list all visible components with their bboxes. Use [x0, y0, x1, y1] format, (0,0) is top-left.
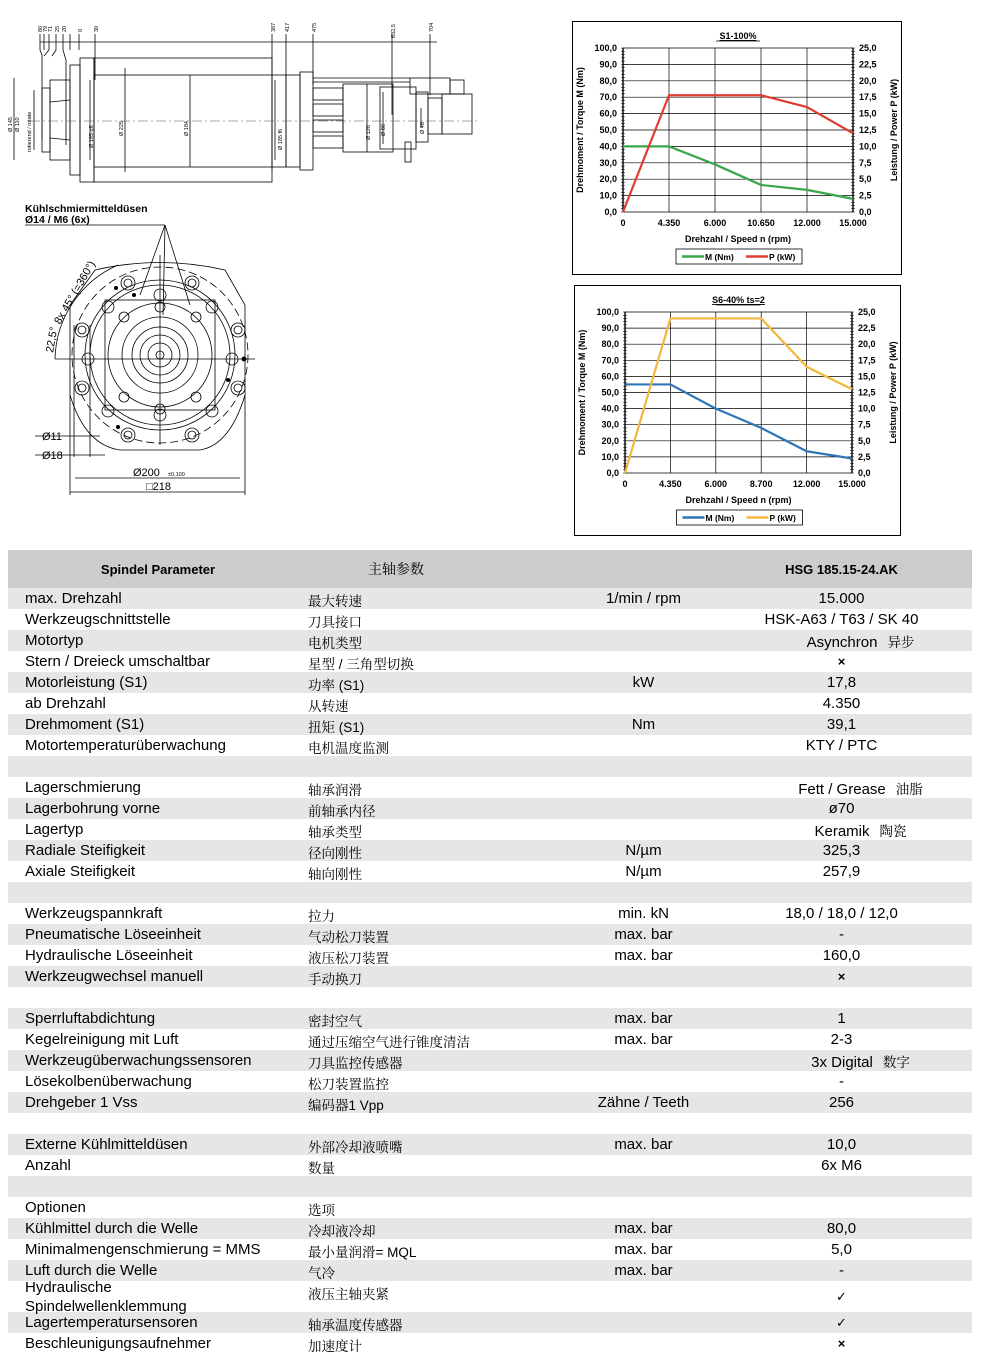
param-name-cn: 轴向刚性	[308, 867, 362, 882]
table-row	[8, 588, 972, 609]
param-unit: max. bar	[614, 1241, 673, 1258]
y2-tick-label: 25,0	[858, 307, 876, 317]
param-value-cell	[711, 695, 972, 712]
y-tick-label: 10,0	[599, 190, 617, 201]
param-name-cn	[308, 1122, 576, 1125]
param-value: 256	[828, 1094, 855, 1111]
param-value: Fett / Grease	[798, 780, 886, 798]
param-name-cn: 最小量润滑= MQL	[308, 1245, 417, 1260]
x-axis-label: Drehzahl / Speed n (rpm)	[684, 234, 792, 244]
param-unit	[576, 1281, 711, 1312]
param-unit: max. bar	[614, 1031, 673, 1048]
param-value: 6x M6	[821, 1157, 862, 1174]
x-tick-label: 4.350	[659, 479, 682, 489]
y-tick-label: 10,0	[601, 451, 619, 462]
table-row	[8, 1092, 972, 1113]
table-row	[8, 630, 972, 651]
param-unit: max. bar	[614, 1010, 673, 1027]
y-tick-label: 80,0	[601, 339, 619, 350]
param-name-cn: 外部冷却液喷嘴	[308, 1140, 403, 1155]
y2-tick-label: 25,0	[859, 43, 877, 53]
table-spacer-row	[8, 1176, 972, 1197]
param-name	[8, 1278, 308, 1315]
chart-title: S6-40% ts=2	[712, 295, 765, 305]
param-unit: min. kN	[618, 905, 669, 922]
y-tick-label: 60,0	[599, 108, 617, 119]
param-name: Optionen	[25, 1199, 86, 1216]
param-name: Kegelreinigung mit Luft	[25, 1031, 179, 1048]
spindle-side-view-drawing	[0, 20, 500, 200]
param-value-cell	[711, 968, 972, 985]
spindle-parameter-table	[8, 550, 972, 1354]
param-unit: 1/min / rpm	[605, 590, 681, 607]
param-value-cell	[711, 905, 972, 922]
table-row	[8, 672, 972, 693]
param-value-cell	[711, 1094, 972, 1111]
param-name-cn: 刀具监控传感器	[308, 1056, 403, 1071]
param-value-cell	[711, 1335, 972, 1352]
param-name: Beschleunigungsaufnehmer	[25, 1335, 211, 1352]
y-tick-label: 30,0	[601, 419, 619, 430]
power-line	[625, 318, 852, 473]
param-name-cn: 刀具接口	[308, 615, 362, 630]
y2-tick-label: 12,5	[858, 387, 876, 398]
table-row	[8, 609, 972, 630]
y2-tick-label: 22,5	[859, 59, 877, 70]
param-name: Radiale Steifigkeit	[25, 842, 146, 859]
param-name: Hydraulische Löseeinheit	[25, 947, 193, 964]
y2-tick-label: 2,5	[859, 190, 872, 201]
y-axis-label: Drehmoment / Torque M (Nm)	[577, 329, 587, 456]
table-row	[8, 861, 972, 882]
chart-s1-100	[572, 21, 902, 275]
x-axis-label: Drehzahl / Speed n (rpm)	[685, 495, 792, 505]
param-name: Luft durch die Welle	[25, 1262, 158, 1279]
y-tick-label: 20,0	[601, 435, 619, 446]
check-icon: ✓	[836, 1288, 847, 1304]
y2-tick-label: 10,0	[859, 141, 877, 152]
dim-d185-f6: Ø 185 f6	[278, 128, 284, 150]
param-name: Motorleistung (S1)	[25, 674, 148, 691]
param-value: 39,1	[826, 716, 857, 733]
y-tick-label: 0,0	[604, 207, 617, 217]
torque-line	[623, 146, 853, 198]
x-tick-label: 10.650	[747, 218, 775, 228]
param-value-cell	[711, 631, 972, 651]
y2-tick-label: 5,0	[858, 435, 871, 446]
x-tick-label: 6.000	[703, 218, 727, 228]
param-name-cn	[308, 891, 576, 894]
y2-tick-label: 0,0	[859, 207, 872, 217]
param-name-cn: 电机类型	[308, 636, 362, 651]
param-value-cell	[711, 1031, 972, 1048]
x-tick-label: 12.000	[792, 479, 821, 489]
param-value: -	[839, 926, 844, 943]
param-value-cn: 数字	[882, 1054, 910, 1070]
y-tick-label: 60,0	[601, 371, 619, 382]
table-row	[8, 1278, 972, 1315]
param-name-cn: 电机温度监测	[308, 741, 389, 756]
param-value-cell	[711, 1010, 972, 1027]
param-name-cn	[308, 1185, 576, 1188]
param-name-cn: 气动松刀装置	[308, 930, 389, 945]
param-name-line2: Spindelwellenklemmung	[25, 1297, 187, 1315]
param-value: 10,0	[826, 1136, 857, 1153]
x-tick-label: 0	[620, 218, 626, 228]
param-name: Externe Kühlmitteldüsen	[25, 1136, 188, 1153]
y2-tick-label: 15,0	[859, 108, 877, 119]
param-name: Kühlmittel durch die Welle	[25, 1220, 199, 1237]
param-name-cn: 轴承润滑	[308, 783, 362, 798]
param-name-cn: 径向刚性	[308, 846, 362, 861]
param-unit: N/µm	[625, 863, 662, 880]
param-value: 160,0	[822, 947, 861, 964]
y-tick-label: 20,0	[599, 174, 617, 185]
table-row	[8, 1333, 972, 1354]
param-value-cell	[711, 1073, 972, 1090]
cross-icon: ×	[837, 1336, 846, 1351]
param-name-cn	[308, 765, 576, 768]
param-name-cn: 加速度计	[308, 1339, 362, 1354]
param-name-cn: 最大转速	[308, 594, 362, 609]
cross-icon: ×	[837, 969, 846, 984]
dim-d225: Ø 225	[119, 121, 125, 136]
dim-d120: Ø 120	[366, 125, 372, 140]
param-value: 1	[837, 1010, 846, 1027]
param-name: Lagertyp	[25, 821, 84, 838]
table-spacer-row	[8, 756, 972, 777]
param-value: Keramik	[814, 822, 870, 840]
param-name-line1: Hydraulische	[25, 1278, 112, 1296]
param-name-cn: 松刀装置监控	[308, 1077, 389, 1092]
param-value: KTY / PTC	[805, 737, 878, 754]
param-value-cell	[711, 820, 972, 840]
table-spacer-row	[8, 882, 972, 903]
param-value-cell	[711, 1314, 972, 1331]
param-unit: kW	[632, 674, 655, 691]
x-tick-label: 0	[622, 479, 628, 489]
param-name-cn: 数量	[308, 1161, 335, 1176]
y-tick-label: 100,0	[594, 43, 617, 53]
table-row	[8, 1239, 972, 1260]
param-unit: max. bar	[614, 1220, 673, 1237]
y-tick-label: 40,0	[601, 403, 619, 414]
x-tick-label: 4.350	[657, 218, 681, 228]
param-value: 325,3	[822, 842, 861, 859]
x-tick-label: 8.700	[749, 479, 773, 489]
param-value-cell	[711, 1157, 972, 1174]
chart-title: S1-100%	[719, 31, 757, 41]
param-value-cell	[711, 1262, 972, 1279]
x-tick-label: 6.000	[704, 479, 728, 489]
param-name-cn: 气冷	[308, 1266, 335, 1281]
y-tick-label: 50,0	[599, 125, 617, 135]
dim-sq218: □218	[146, 481, 171, 493]
dim-d145: Ø 145	[8, 117, 14, 132]
table-row	[8, 798, 972, 819]
param-value: -	[839, 1262, 844, 1279]
param-value: 15.000	[818, 590, 865, 607]
table-row	[8, 819, 972, 840]
y-tick-label: 0,0	[606, 468, 619, 478]
dim-30: 30	[94, 25, 100, 32]
dim-632-5: 632,5	[391, 24, 397, 38]
param-unit: max. bar	[614, 1136, 673, 1153]
legend-label: M (Nm)	[705, 513, 735, 523]
param-value-cell	[711, 800, 972, 817]
param-name-cn: 通过压缩空气进行锥度清洁	[308, 1035, 470, 1050]
table-row	[8, 1155, 972, 1176]
legend-label: P (kW)	[769, 513, 796, 523]
y2-tick-label: 17,5	[859, 92, 877, 103]
param-value: 2-3	[830, 1031, 853, 1048]
param-value-cn: 油脂	[895, 781, 923, 797]
dim-d184: Ø 184	[184, 121, 190, 136]
param-name: Minimalmengenschmierung = MMS	[25, 1241, 261, 1258]
table-row	[8, 693, 972, 714]
y2-tick-label: 20,0	[859, 75, 877, 86]
param-value-cell	[711, 1136, 972, 1153]
param-name-cn: 功率 (S1)	[308, 678, 365, 693]
table-row	[8, 1050, 972, 1071]
chart-s6-svg	[575, 286, 902, 537]
table-row	[8, 1008, 972, 1029]
param-unit: Nm	[631, 716, 656, 733]
table-spacer-row	[8, 987, 972, 1008]
table-row	[8, 777, 972, 798]
nozzle-label: Kühlschmiermitteldüsen	[25, 203, 148, 215]
param-value: 4.350	[822, 695, 861, 712]
legend-label: M (Nm)	[705, 252, 734, 262]
spindle-front-view-drawing	[0, 195, 270, 505]
param-name: ab Drehzahl	[25, 695, 106, 712]
param-name-cn: 选项	[308, 1203, 335, 1218]
param-name: Sperrluftabdichtung	[25, 1010, 156, 1027]
table-header	[8, 550, 972, 588]
y-tick-label: 90,0	[601, 323, 619, 334]
x-tick-label: 12.000	[793, 218, 821, 228]
param-name-cn: 编码器1 Vpp	[308, 1098, 384, 1113]
table-row	[8, 714, 972, 735]
y2-tick-label: 0,0	[858, 468, 871, 478]
param-name-cn: 液压主轴夹紧	[308, 1287, 389, 1302]
y-tick-label: 50,0	[601, 387, 619, 398]
y2-tick-label: 22,5	[858, 323, 876, 334]
dim-704: 704	[429, 22, 435, 32]
param-value: 3x Digital	[811, 1053, 873, 1071]
y2-tick-label: 7,5	[858, 419, 871, 430]
param-name: Lagerschmierung	[25, 779, 141, 796]
y2-tick-label: 2,5	[858, 451, 871, 462]
param-name-cn: 轴承温度传感器	[308, 1318, 403, 1333]
param-name-cn: 轴承类型	[308, 825, 362, 840]
header-model: HSG 185.15-24.AK	[785, 561, 898, 577]
y-tick-label: 70,0	[599, 92, 617, 103]
param-name: Pneumatische Löseeinheit	[25, 926, 201, 943]
param-value-cell	[711, 1220, 972, 1237]
param-value: Asynchron	[806, 633, 878, 651]
table-row	[8, 1071, 972, 1092]
param-value-cell	[711, 863, 972, 880]
param-name: Motortyp	[25, 632, 84, 649]
header-param: Spindel Parameter	[100, 561, 216, 577]
dim-d18: Ø18	[42, 450, 63, 462]
param-unit: max. bar	[614, 1262, 673, 1279]
dim-d86: Ø 86	[381, 124, 387, 136]
param-value-cell	[711, 1051, 972, 1071]
legend-label: P (kW)	[769, 252, 796, 262]
param-name-cn: 密封空气	[308, 1014, 362, 1029]
dim-d11: Ø11	[42, 431, 62, 443]
y2-tick-label: 5,0	[859, 174, 872, 185]
param-value-cell	[711, 653, 972, 670]
param-value-cell	[711, 674, 972, 691]
table-body	[8, 588, 972, 1354]
table-row	[8, 1218, 972, 1239]
param-name-cn: 扭矩 (S1)	[308, 720, 365, 735]
table-row	[8, 840, 972, 861]
dim-80: 80	[38, 25, 44, 32]
param-value-cell	[711, 716, 972, 733]
param-unit: N/µm	[625, 842, 662, 859]
param-name-cn: 液压松刀装置	[308, 951, 389, 966]
dim-0: 0	[78, 28, 84, 32]
dim-d48: Ø 48	[420, 122, 426, 134]
y2-tick-label: 7,5	[859, 157, 872, 168]
dim-387: 387	[271, 22, 277, 32]
y2-tick-label: 20,0	[858, 339, 876, 350]
y-tick-label: 100,0	[596, 307, 619, 317]
param-name: Werkzeugwechsel manuell	[25, 968, 204, 985]
param-name: Motortemperaturüberwachung	[25, 737, 226, 754]
param-value-cell	[711, 947, 972, 964]
x-tick-label: 15.000	[839, 218, 867, 228]
param-value-cell	[711, 926, 972, 943]
param-value-cn: 异步	[887, 634, 915, 650]
param-name: Werkzeugschnittstelle	[25, 611, 171, 628]
param-value: 17,8	[826, 674, 857, 691]
table-spacer-row	[8, 1113, 972, 1134]
table-row	[8, 924, 972, 945]
param-value-cell	[711, 590, 972, 607]
param-unit: Zähne / Teeth	[597, 1094, 690, 1111]
dim-417: 417	[285, 22, 291, 32]
param-name: max. Drehzahl	[25, 590, 122, 607]
chart-s1-svg	[573, 22, 903, 276]
param-name: Lagerbohrung vorne	[25, 800, 161, 817]
param-name-cn: 星型 / 三角型切换	[308, 657, 414, 672]
y-tick-label: 80,0	[599, 75, 617, 86]
param-name-cn: 前轴承内径	[308, 804, 376, 819]
param-name: Lagertemperatursensoren	[25, 1314, 198, 1331]
check-icon: ✓	[836, 1315, 847, 1330]
param-unit: max. bar	[614, 926, 673, 943]
dim-d110: Ø 110	[15, 117, 21, 132]
y2-axis-label: Leistung / Power P (kW)	[888, 341, 898, 444]
angle-8x45: 8x 45° (=360°)	[52, 259, 99, 327]
param-name: Drehmoment (S1)	[25, 716, 145, 733]
table-row	[8, 735, 972, 756]
table-row	[8, 651, 972, 672]
param-name: Stern / Dreieck umschaltbar	[25, 653, 211, 670]
header-param-cn: 主轴参数	[368, 561, 424, 577]
param-name: Drehgeber 1 Vss	[25, 1094, 138, 1111]
param-value: ø70	[828, 800, 855, 817]
power-line	[623, 95, 853, 212]
param-value-cell	[711, 737, 972, 754]
param-value: -	[839, 1073, 844, 1090]
param-value-cell	[711, 1281, 972, 1312]
param-unit: max. bar	[614, 947, 673, 964]
nozzle-spec: Ø14 / M6 (6x)	[25, 214, 90, 226]
y2-axis-label: Leistung / Power P (kW)	[889, 78, 899, 182]
param-name: Anzahl	[25, 1157, 71, 1174]
y2-tick-label: 12,5	[859, 125, 877, 135]
dim-d200-tolerance: ±0,100	[168, 472, 185, 478]
dim-79: 79	[43, 25, 49, 32]
y-tick-label: 30,0	[599, 157, 617, 168]
param-value: 257,9	[822, 863, 861, 880]
param-name-cn: 冷却液冷却	[308, 1224, 376, 1239]
param-value: 18,0 / 18,0 / 12,0	[785, 905, 898, 922]
y-tick-label: 40,0	[599, 141, 617, 152]
param-value-cell	[711, 778, 972, 798]
param-value: 80,0	[826, 1220, 857, 1237]
param-name-cn: 从转速	[308, 699, 349, 714]
param-name: Werkzeugüberwachungssensoren	[25, 1052, 252, 1069]
table-row	[8, 903, 972, 924]
param-value: HSK-A63 / T63 / SK 40	[764, 611, 919, 628]
table-row	[8, 1134, 972, 1155]
torque-line	[625, 384, 852, 458]
rotate-label: rotierend / rotate	[27, 111, 33, 152]
dim-d185-g6: Ø 185 g6	[89, 125, 95, 148]
param-name: Werkzeugspannkraft	[25, 905, 163, 922]
param-name: Axiale Steifigkeit	[25, 863, 136, 880]
cross-icon: ×	[837, 654, 846, 669]
param-value: 5,0	[831, 1241, 852, 1258]
table-row	[8, 1197, 972, 1218]
table-row	[8, 1312, 972, 1333]
y-tick-label: 70,0	[601, 355, 619, 366]
y2-tick-label: 10,0	[858, 403, 876, 414]
chart-s6-40	[574, 285, 901, 536]
y-tick-label: 90,0	[599, 59, 617, 70]
table-row	[8, 966, 972, 987]
dim-475: 475	[312, 22, 318, 32]
param-value-cell	[711, 842, 972, 859]
dim-25: 25	[55, 25, 61, 32]
y2-tick-label: 17,5	[858, 355, 876, 366]
dim-d200: Ø200	[133, 467, 160, 479]
param-name: Lösekolbenüberwachung	[25, 1073, 192, 1090]
param-name-cn	[308, 996, 576, 999]
param-value-cell	[711, 611, 972, 628]
table-row	[8, 945, 972, 966]
table-row	[8, 1029, 972, 1050]
y-axis-label: Drehmoment / Torque M (Nm)	[575, 67, 585, 193]
dim-20: 20	[62, 25, 68, 32]
angle-22-5: 22,5°	[44, 326, 61, 354]
param-name-cn: 拉力	[308, 909, 335, 924]
x-tick-label: 15.000	[838, 479, 866, 489]
param-value-cn: 陶瓷	[879, 823, 907, 839]
param-value-cell	[711, 1241, 972, 1258]
param-name-cn: 手动换刀	[308, 972, 362, 987]
dim-71: 71	[48, 25, 54, 32]
y2-tick-label: 15,0	[858, 371, 876, 382]
